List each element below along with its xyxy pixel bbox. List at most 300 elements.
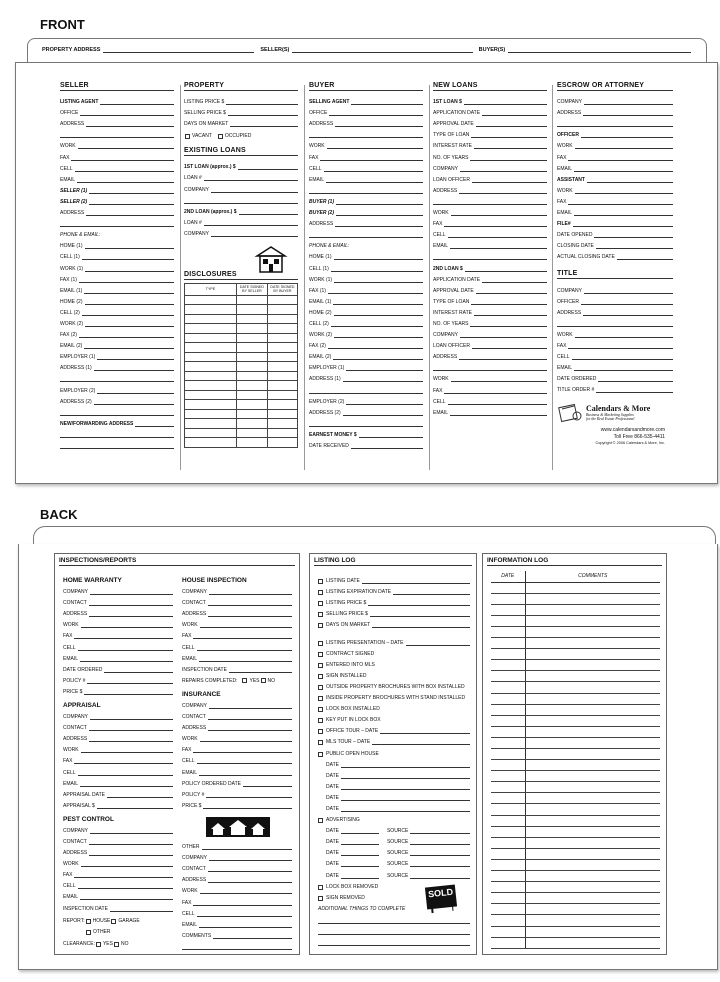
info-log-date-cell[interactable] — [491, 615, 525, 626]
insp-input-line[interactable] — [74, 634, 173, 639]
info-log-comment-cell[interactable] — [525, 771, 660, 782]
occupied-checkbox[interactable] — [218, 134, 223, 139]
disclosure-cell[interactable] — [267, 295, 297, 305]
insp-input-line[interactable] — [193, 901, 292, 906]
field-input-line[interactable] — [89, 200, 174, 205]
field-input-line[interactable] — [583, 311, 673, 316]
insp-input-line[interactable] — [199, 771, 292, 776]
info-log-comment-cell[interactable] — [525, 604, 660, 615]
insp-input-line[interactable] — [81, 623, 173, 628]
disclosure-cell[interactable] — [267, 305, 297, 315]
listing-log-line[interactable] — [341, 763, 470, 768]
field-input-line[interactable] — [568, 156, 673, 161]
info-log-date-cell[interactable] — [491, 760, 525, 771]
insp-input-line[interactable] — [208, 878, 292, 883]
field-input-line[interactable] — [575, 189, 673, 194]
info-log-comment-cell[interactable] — [525, 826, 660, 837]
field-input-line[interactable] — [346, 400, 423, 405]
field-input-line[interactable] — [433, 200, 547, 205]
insp-input-line[interactable] — [104, 668, 173, 673]
disclosure-cell[interactable] — [267, 438, 297, 448]
disclosure-cell[interactable] — [267, 352, 297, 362]
field-input-line[interactable] — [331, 322, 423, 327]
info-log-date-cell[interactable] — [491, 815, 525, 826]
listing-log-line[interactable] — [372, 623, 470, 628]
info-log-date-cell[interactable] — [491, 737, 525, 748]
field-input-line[interactable] — [309, 189, 423, 194]
source-line[interactable] — [410, 829, 470, 834]
disclosure-cell[interactable] — [267, 371, 297, 381]
field-input-line[interactable] — [460, 333, 547, 338]
field-input-line[interactable] — [80, 111, 174, 116]
insp-input-line[interactable] — [110, 907, 173, 912]
info-log-date-cell[interactable] — [491, 882, 525, 893]
field-input-line[interactable] — [333, 300, 423, 305]
info-log-date-cell[interactable] — [491, 749, 525, 760]
info-log-date-cell[interactable] — [491, 915, 525, 926]
field-input-line[interactable] — [135, 422, 174, 427]
info-log-comment-cell[interactable] — [525, 804, 660, 815]
field-input-line[interactable] — [335, 222, 423, 227]
info-log-comment-cell[interactable] — [525, 926, 660, 937]
field-input-line[interactable] — [211, 188, 298, 193]
field-input-line[interactable] — [226, 100, 298, 105]
field-input-line[interactable] — [94, 400, 174, 405]
field-input-line[interactable] — [574, 366, 673, 371]
no-checkbox[interactable] — [261, 678, 266, 683]
field-input-line[interactable] — [78, 144, 174, 149]
field-input-line[interactable] — [204, 176, 298, 181]
info-log-comment-cell[interactable] — [525, 737, 660, 748]
field-input-line[interactable] — [617, 255, 673, 260]
listing-log-checkbox[interactable] — [318, 718, 323, 723]
listing-log-line[interactable] — [380, 729, 470, 734]
disclosure-cell[interactable] — [267, 419, 297, 429]
field-input-line[interactable] — [474, 311, 547, 316]
listing-log-line[interactable] — [393, 590, 470, 595]
info-log-date-cell[interactable] — [491, 693, 525, 704]
disclosure-cell[interactable] — [237, 352, 268, 362]
insp-input-line[interactable] — [200, 737, 292, 742]
field-input-line[interactable] — [326, 178, 423, 183]
insp-input-line[interactable] — [89, 737, 173, 742]
field-input-line[interactable] — [568, 200, 673, 205]
insp-input-line[interactable] — [81, 862, 173, 867]
field-input-line[interactable] — [334, 311, 424, 316]
insp-input-line[interactable] — [89, 726, 173, 731]
insp-input-line[interactable] — [200, 889, 292, 894]
info-log-date-cell[interactable] — [491, 671, 525, 682]
info-log-comment-cell[interactable] — [525, 638, 660, 649]
field-input-line[interactable] — [581, 133, 673, 138]
info-log-date-cell[interactable] — [491, 926, 525, 937]
garage-checkbox[interactable] — [111, 919, 116, 924]
field-input-line[interactable] — [448, 233, 547, 238]
insp-input-line[interactable] — [208, 601, 292, 606]
field-input-line[interactable] — [86, 211, 174, 216]
disclosure-cell[interactable] — [237, 343, 268, 353]
field-input-line[interactable] — [333, 355, 423, 360]
field-input-line[interactable] — [60, 377, 174, 382]
field-input-line[interactable] — [320, 156, 423, 161]
info-log-date-cell[interactable] — [491, 704, 525, 715]
field-input-line[interactable] — [60, 433, 174, 438]
clearance-yes-checkbox[interactable] — [96, 942, 101, 947]
field-input-line[interactable] — [572, 355, 673, 360]
insp-input-line[interactable] — [90, 590, 173, 595]
field-input-line[interactable] — [471, 300, 547, 305]
info-log-comment-cell[interactable] — [525, 749, 660, 760]
info-log-comment-cell[interactable] — [525, 937, 660, 948]
field-input-line[interactable] — [327, 144, 423, 149]
insp-input-line[interactable] — [208, 715, 292, 720]
field-input-line[interactable] — [594, 233, 673, 238]
disclosure-cell[interactable] — [267, 314, 297, 324]
tab-field-line[interactable] — [103, 48, 254, 53]
field-input-line[interactable] — [100, 100, 174, 105]
insp-input-line[interactable] — [78, 646, 173, 651]
disclosure-cell[interactable] — [185, 305, 237, 315]
insp-input-line[interactable] — [200, 623, 292, 628]
field-input-line[interactable] — [476, 289, 547, 294]
disclosure-cell[interactable] — [237, 419, 268, 429]
field-input-line[interactable] — [309, 389, 423, 394]
disclosure-cell[interactable] — [267, 324, 297, 334]
field-input-line[interactable] — [60, 444, 174, 449]
source-line[interactable] — [410, 874, 470, 879]
field-input-line[interactable] — [596, 244, 673, 249]
field-input-line[interactable] — [75, 167, 174, 172]
listing-log-checkbox[interactable] — [318, 752, 323, 757]
insp-input-line[interactable] — [78, 884, 173, 889]
field-input-line[interactable] — [574, 211, 673, 216]
info-log-date-cell[interactable] — [491, 715, 525, 726]
field-input-line[interactable] — [448, 400, 547, 405]
disclosure-cell[interactable] — [185, 362, 237, 372]
listing-log-line[interactable] — [362, 579, 470, 584]
field-input-line[interactable] — [94, 366, 174, 371]
listing-log-checkbox[interactable] — [318, 652, 323, 657]
field-input-line[interactable] — [343, 411, 423, 416]
listing-log-checkbox[interactable] — [318, 685, 323, 690]
insp-input-line[interactable] — [80, 657, 173, 662]
info-log-comment-cell[interactable] — [525, 715, 660, 726]
info-log-date-cell[interactable] — [491, 893, 525, 904]
disclosure-cell[interactable] — [237, 333, 268, 343]
info-log-comment-cell[interactable] — [525, 893, 660, 904]
info-log-comment-cell[interactable] — [525, 671, 660, 682]
insp-input-line[interactable] — [89, 851, 173, 856]
info-log-date-cell[interactable] — [491, 859, 525, 870]
disclosure-cell[interactable] — [237, 438, 268, 448]
listing-log-checkbox[interactable] — [318, 674, 323, 679]
field-input-line[interactable] — [470, 156, 547, 161]
field-input-line[interactable] — [60, 133, 174, 138]
insp-input-line[interactable] — [213, 934, 292, 939]
field-input-line[interactable] — [336, 211, 423, 216]
field-input-line[interactable] — [71, 156, 174, 161]
info-log-comment-cell[interactable] — [525, 782, 660, 793]
insp-input-line[interactable] — [80, 782, 173, 787]
disclosure-cell[interactable] — [237, 428, 268, 438]
info-log-date-cell[interactable] — [491, 826, 525, 837]
info-log-date-cell[interactable] — [491, 682, 525, 693]
field-input-line[interactable] — [79, 278, 174, 283]
field-input-line[interactable] — [89, 189, 174, 194]
insp-input-line[interactable] — [182, 945, 292, 950]
field-input-line[interactable] — [335, 122, 423, 127]
field-input-line[interactable] — [204, 221, 298, 226]
disclosure-cell[interactable] — [185, 371, 237, 381]
field-input-line[interactable] — [557, 122, 673, 127]
disclosure-cell[interactable] — [185, 438, 237, 448]
disclosure-cell[interactable] — [237, 400, 268, 410]
insp-input-line[interactable] — [199, 657, 292, 662]
listing-log-line[interactable] — [341, 840, 379, 845]
info-log-comment-cell[interactable] — [525, 760, 660, 771]
disclosure-cell[interactable] — [185, 343, 237, 353]
listing-log-checkbox[interactable] — [318, 707, 323, 712]
field-input-line[interactable] — [460, 167, 547, 172]
field-input-line[interactable] — [482, 111, 547, 116]
disclosure-cell[interactable] — [185, 428, 237, 438]
field-input-line[interactable] — [82, 255, 174, 260]
field-input-line[interactable] — [309, 233, 423, 238]
field-input-line[interactable] — [451, 211, 547, 216]
insp-input-line[interactable] — [197, 912, 292, 917]
info-log-comment-cell[interactable] — [525, 682, 660, 693]
disclosure-cell[interactable] — [185, 419, 237, 429]
info-log-comment-cell[interactable] — [525, 904, 660, 915]
info-log-date-cell[interactable] — [491, 660, 525, 671]
source-line[interactable] — [410, 862, 470, 867]
insp-input-line[interactable] — [243, 782, 292, 787]
disclosure-cell[interactable] — [185, 390, 237, 400]
info-log-date-cell[interactable] — [491, 582, 525, 593]
field-input-line[interactable] — [84, 344, 174, 349]
field-input-line[interactable] — [584, 289, 673, 294]
insp-input-line[interactable] — [89, 601, 173, 606]
disclosure-cell[interactable] — [267, 400, 297, 410]
info-log-comment-cell[interactable] — [525, 793, 660, 804]
field-input-line[interactable] — [238, 165, 298, 170]
field-input-line[interactable] — [596, 388, 673, 393]
listing-log-checkbox[interactable] — [318, 885, 323, 890]
field-input-line[interactable] — [184, 199, 298, 204]
info-log-comment-cell[interactable] — [525, 848, 660, 859]
field-input-line[interactable] — [459, 189, 547, 194]
info-log-date-cell[interactable] — [491, 804, 525, 815]
insp-input-line[interactable] — [80, 895, 173, 900]
info-log-comment-cell[interactable] — [525, 871, 660, 882]
field-input-line[interactable] — [482, 278, 547, 283]
field-input-line[interactable] — [575, 144, 673, 149]
field-input-line[interactable] — [85, 244, 175, 249]
listing-log-line[interactable] — [341, 829, 379, 834]
info-log-comment-cell[interactable] — [525, 726, 660, 737]
field-input-line[interactable] — [334, 333, 423, 338]
listing-log-checkbox[interactable] — [318, 623, 323, 628]
disclosure-cell[interactable] — [185, 409, 237, 419]
info-log-comment-cell[interactable] — [525, 593, 660, 604]
field-input-line[interactable] — [329, 111, 423, 116]
field-input-line[interactable] — [328, 289, 423, 294]
info-log-comment-cell[interactable] — [525, 859, 660, 870]
disclosure-cell[interactable] — [237, 409, 268, 419]
info-log-date-cell[interactable] — [491, 848, 525, 859]
listing-log-line[interactable] — [341, 862, 379, 867]
listing-log-line[interactable] — [341, 774, 470, 779]
info-log-comment-cell[interactable] — [525, 693, 660, 704]
field-input-line[interactable] — [472, 178, 547, 183]
field-input-line[interactable] — [334, 255, 424, 260]
field-input-line[interactable] — [85, 322, 174, 327]
info-log-date-cell[interactable] — [491, 726, 525, 737]
info-log-date-cell[interactable] — [491, 638, 525, 649]
info-log-comment-cell[interactable] — [525, 882, 660, 893]
disclosure-cell[interactable] — [237, 324, 268, 334]
insp-input-line[interactable] — [209, 590, 292, 595]
field-input-line[interactable] — [573, 222, 673, 227]
listing-log-checkbox[interactable] — [318, 601, 323, 606]
insp-input-line[interactable] — [193, 634, 292, 639]
field-input-line[interactable] — [574, 167, 673, 172]
disclosure-cell[interactable] — [267, 390, 297, 400]
listing-log-checkbox[interactable] — [318, 729, 323, 734]
vacant-checkbox[interactable] — [185, 134, 190, 139]
disclosure-cell[interactable] — [237, 295, 268, 305]
disclosure-cell[interactable] — [267, 428, 297, 438]
listing-log-checkbox[interactable] — [318, 696, 323, 701]
disclosure-cell[interactable] — [237, 371, 268, 381]
field-input-line[interactable] — [474, 144, 547, 149]
field-input-line[interactable] — [575, 333, 673, 338]
field-input-line[interactable] — [79, 333, 174, 338]
info-log-date-cell[interactable] — [491, 871, 525, 882]
insp-input-line[interactable] — [203, 804, 292, 809]
insp-input-line[interactable] — [78, 771, 173, 776]
insp-input-line[interactable] — [107, 793, 173, 798]
field-input-line[interactable] — [587, 178, 673, 183]
info-log-date-cell[interactable] — [491, 626, 525, 637]
field-input-line[interactable] — [557, 322, 673, 327]
insp-input-line[interactable] — [90, 715, 173, 720]
field-input-line[interactable] — [324, 167, 423, 172]
info-log-date-cell[interactable] — [491, 793, 525, 804]
field-input-line[interactable] — [472, 344, 547, 349]
info-log-comment-cell[interactable] — [525, 915, 660, 926]
tab-field-line[interactable] — [292, 48, 472, 53]
insp-input-line[interactable] — [202, 845, 293, 850]
yes-checkbox[interactable] — [242, 678, 247, 683]
listing-log-checkbox[interactable] — [318, 590, 323, 595]
source-line[interactable] — [410, 851, 470, 856]
listing-log-line[interactable] — [368, 601, 470, 606]
listing-log-line[interactable] — [341, 807, 470, 812]
listing-log-checkbox[interactable] — [318, 663, 323, 668]
disclosure-cell[interactable] — [237, 362, 268, 372]
disclosure-cell[interactable] — [237, 390, 268, 400]
disclosure-cell[interactable] — [237, 305, 268, 315]
disclosure-cell[interactable] — [267, 333, 297, 343]
field-input-line[interactable] — [476, 122, 547, 127]
info-log-comment-cell[interactable] — [525, 660, 660, 671]
listing-log-line[interactable] — [372, 740, 470, 745]
insp-input-line[interactable] — [90, 829, 173, 834]
house-checkbox[interactable] — [86, 919, 91, 924]
info-log-date-cell[interactable] — [491, 604, 525, 615]
insp-input-line[interactable] — [229, 668, 292, 673]
field-input-line[interactable] — [239, 210, 298, 215]
listing-log-checkbox[interactable] — [318, 740, 323, 745]
listing-log-line[interactable] — [406, 641, 470, 646]
insp-input-line[interactable] — [89, 612, 173, 617]
field-input-line[interactable] — [450, 411, 547, 416]
field-input-line[interactable] — [581, 300, 673, 305]
tab-field-line[interactable] — [508, 48, 691, 53]
field-input-line[interactable] — [230, 122, 298, 127]
info-log-comment-cell[interactable] — [525, 649, 660, 660]
info-log-comment-cell[interactable] — [525, 615, 660, 626]
field-input-line[interactable] — [346, 366, 423, 371]
field-input-line[interactable] — [97, 355, 174, 360]
info-log-comment-cell[interactable] — [525, 582, 660, 593]
field-input-line[interactable] — [351, 444, 423, 449]
insp-input-line[interactable] — [87, 679, 173, 684]
disclosure-cell[interactable] — [185, 314, 237, 324]
field-input-line[interactable] — [433, 366, 547, 371]
info-log-date-cell[interactable] — [491, 593, 525, 604]
field-input-line[interactable] — [470, 322, 547, 327]
field-input-line[interactable] — [60, 222, 174, 227]
info-log-date-cell[interactable] — [491, 771, 525, 782]
field-input-line[interactable] — [85, 300, 175, 305]
insp-input-line[interactable] — [208, 612, 292, 617]
field-input-line[interactable] — [459, 355, 547, 360]
info-log-comment-cell[interactable] — [525, 837, 660, 848]
source-line[interactable] — [410, 840, 470, 845]
field-input-line[interactable] — [583, 111, 673, 116]
field-input-line[interactable] — [343, 377, 423, 382]
disclosure-cell[interactable] — [267, 409, 297, 419]
insp-input-line[interactable] — [193, 748, 292, 753]
field-input-line[interactable] — [60, 411, 174, 416]
disclosure-cell[interactable] — [185, 381, 237, 391]
disclosure-cell[interactable] — [267, 381, 297, 391]
listing-log-line[interactable] — [370, 612, 470, 617]
info-log-comment-cell[interactable] — [525, 704, 660, 715]
insp-input-line[interactable] — [89, 840, 173, 845]
disclosure-cell[interactable] — [185, 400, 237, 410]
field-input-line[interactable] — [334, 278, 423, 283]
disclosure-cell[interactable] — [185, 295, 237, 305]
brand-url[interactable]: www.calendarsandmore.com — [600, 427, 665, 434]
field-input-line[interactable] — [351, 100, 423, 105]
listing-log-checkbox[interactable] — [318, 612, 323, 617]
field-input-line[interactable] — [85, 267, 174, 272]
field-input-line[interactable] — [77, 178, 174, 183]
listing-log-checkbox[interactable] — [318, 896, 323, 901]
field-input-line[interactable] — [331, 267, 423, 272]
field-input-line[interactable] — [328, 344, 423, 349]
field-input-line[interactable] — [211, 232, 298, 237]
field-input-line[interactable] — [309, 133, 423, 138]
insp-input-line[interactable] — [208, 867, 292, 872]
field-input-line[interactable] — [86, 122, 174, 127]
field-input-line[interactable] — [451, 377, 547, 382]
disclosure-cell[interactable] — [185, 324, 237, 334]
insp-input-line[interactable] — [84, 690, 173, 695]
